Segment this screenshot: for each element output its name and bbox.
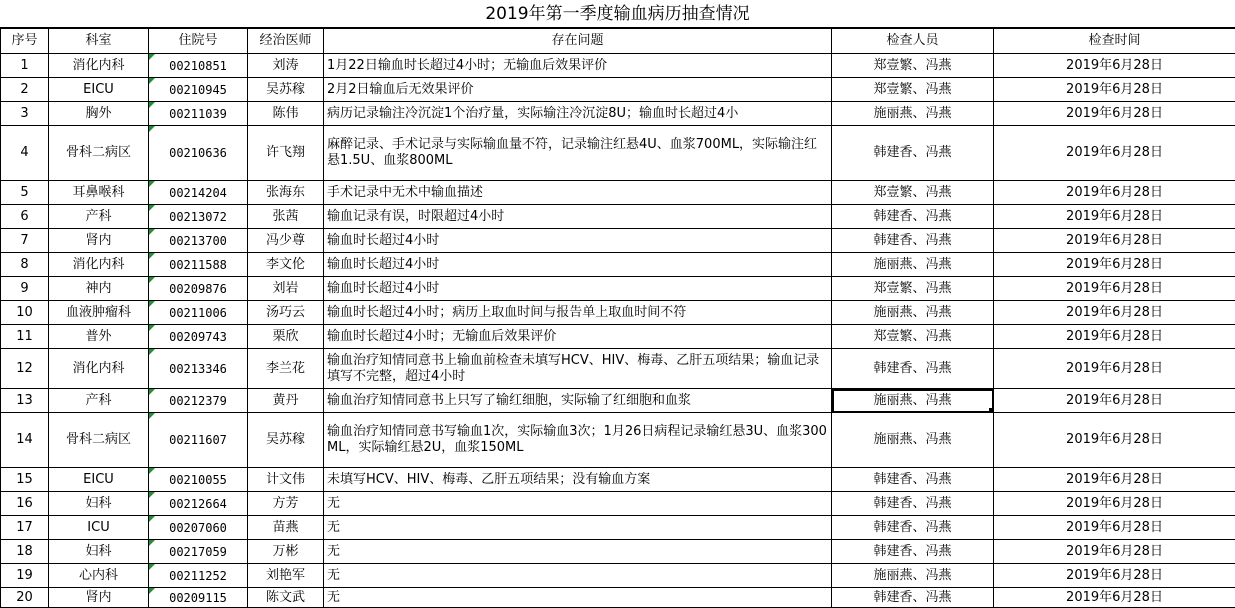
cell-id[interactable]: 00210636 <box>149 126 248 181</box>
cell-issue[interactable]: 手术记录中无术中输血描述 <box>324 181 832 205</box>
cell-checker[interactable]: 韩建香、冯燕 <box>832 205 994 229</box>
cell-no[interactable]: 4 <box>1 126 49 181</box>
table-row <box>1 277 1235 301</box>
table-row <box>1 564 1235 588</box>
cell-date[interactable]: 2019年6月28日 <box>994 516 1235 540</box>
cell-no[interactable]: 9 <box>1 277 49 301</box>
sheet-title[interactable]: 2019年第一季度输血病历抽查情况 <box>0 0 1235 28</box>
table-row <box>1 181 1235 205</box>
cell-dept[interactable]: 耳鼻喉科 <box>49 181 149 205</box>
cell-no[interactable]: 3 <box>1 102 49 126</box>
cell-date[interactable]: 2019年6月28日 <box>994 229 1235 253</box>
cell-date[interactable]: 2019年6月28日 <box>994 301 1235 325</box>
cell-doctor[interactable]: 张茜 <box>248 205 324 229</box>
cell-no[interactable]: 20 <box>1 588 49 608</box>
cell-doctor[interactable]: 黄丹 <box>248 389 324 413</box>
header-cell-doctor[interactable]: 经治医师 <box>248 29 324 54</box>
cell-dept[interactable]: 骨科二病区 <box>49 413 149 468</box>
cell-issue[interactable]: 麻醉记录、手术记录与实际输血量不符，记录输注红悬4U、血浆700ML，实际输注红悬1.5U、血浆800ML <box>324 126 832 181</box>
cell-dept[interactable]: 消化内科 <box>49 253 149 277</box>
cell-checker[interactable]: 施丽燕、冯燕 <box>832 301 994 325</box>
header-cell-date[interactable]: 检查时间 <box>994 29 1235 54</box>
cell-doctor[interactable]: 冯少尊 <box>248 229 324 253</box>
cell-dept[interactable]: 血液肿瘤科 <box>49 301 149 325</box>
cell-doctor[interactable]: 吴苏稼 <box>248 413 324 468</box>
table-row <box>1 229 1235 253</box>
cell-checker[interactable]: 郑壹繁、冯燕 <box>832 78 994 102</box>
cell-issue[interactable]: 无 <box>324 516 832 540</box>
cell-checker[interactable]: 韩建香、冯燕 <box>832 126 994 181</box>
cell-date[interactable]: 2019年6月28日 <box>994 253 1235 277</box>
cell-issue[interactable]: 输血时长超过4小时；病历上取血时间与报告单上取血时间不符 <box>324 301 832 325</box>
cell-date[interactable]: 2019年6月28日 <box>994 126 1235 181</box>
cell-id[interactable]: 00210851 <box>149 54 248 78</box>
cell-id[interactable]: 00211252 <box>149 564 248 588</box>
table-row <box>1 253 1235 277</box>
cell-id[interactable]: 00210945 <box>149 78 248 102</box>
cell-checker[interactable]: 郑壹繁、冯燕 <box>832 181 994 205</box>
cell-doctor[interactable]: 陈伟 <box>248 102 324 126</box>
cell-issue[interactable]: 输血时长超过4小时 <box>324 253 832 277</box>
cell-doctor[interactable]: 李兰花 <box>248 349 324 389</box>
cell-dept[interactable]: ICU <box>49 516 149 540</box>
cell-doctor[interactable]: 刘涛 <box>248 54 324 78</box>
cell-doctor[interactable]: 万彬 <box>248 540 324 564</box>
cell-id[interactable]: 00217059 <box>149 540 248 564</box>
cell-dept[interactable]: 普外 <box>49 325 149 349</box>
cell-issue[interactable]: 输血记录有误，时限超过4小时 <box>324 205 832 229</box>
cell-dept[interactable]: 神内 <box>49 277 149 301</box>
cell-no[interactable]: 7 <box>1 229 49 253</box>
cell-dept[interactable]: 妇科 <box>49 492 149 516</box>
cell-checker[interactable]: 韩建香、冯燕 <box>832 540 994 564</box>
cell-doctor[interactable]: 李文伦 <box>248 253 324 277</box>
cell-doctor[interactable]: 栗欣 <box>248 325 324 349</box>
cell-date[interactable]: 2019年6月28日 <box>994 468 1235 492</box>
cell-id[interactable]: 00211006 <box>149 301 248 325</box>
cell-checker[interactable]: 郑壹繁、冯燕 <box>832 325 994 349</box>
cell-no[interactable]: 2 <box>1 78 49 102</box>
records-table <box>0 28 1235 608</box>
cell-checker[interactable]: 韩建香、冯燕 <box>832 229 994 253</box>
cell-no[interactable]: 12 <box>1 349 49 389</box>
cell-no[interactable]: 15 <box>1 468 49 492</box>
cell-id[interactable]: 00209743 <box>149 325 248 349</box>
cell-id[interactable]: 00209115 <box>149 588 248 608</box>
cell-date[interactable]: 2019年6月28日 <box>994 277 1235 301</box>
cell-date[interactable]: 2019年6月28日 <box>994 540 1235 564</box>
cell-date[interactable]: 2019年6月28日 <box>994 588 1235 608</box>
cell-issue[interactable]: 输血时长超过4小时；无输血后效果评价 <box>324 325 832 349</box>
table-row <box>1 205 1235 229</box>
cell-id[interactable]: 00213072 <box>149 205 248 229</box>
table-row <box>1 516 1235 540</box>
cell-id[interactable]: 00212379 <box>149 389 248 413</box>
cell-dept[interactable]: 骨科二病区 <box>49 126 149 181</box>
cell-checker[interactable]: 施丽燕、冯燕 <box>832 389 994 413</box>
cell-id[interactable]: 00207060 <box>149 516 248 540</box>
cell-issue[interactable]: 无 <box>324 588 832 608</box>
cell-dept[interactable]: 消化内科 <box>49 349 149 389</box>
cell-doctor[interactable]: 刘艳军 <box>248 564 324 588</box>
table-row <box>1 492 1235 516</box>
cell-checker[interactable]: 韩建香、冯燕 <box>832 516 994 540</box>
cell-date[interactable]: 2019年6月28日 <box>994 349 1235 389</box>
cell-doctor[interactable]: 方芳 <box>248 492 324 516</box>
cell-id[interactable]: 00211039 <box>149 102 248 126</box>
cell-dept[interactable]: 消化内科 <box>49 54 149 78</box>
cell-id[interactable]: 00211588 <box>149 253 248 277</box>
table-row <box>1 468 1235 492</box>
cell-dept[interactable]: 肾内 <box>49 229 149 253</box>
cell-checker[interactable]: 施丽燕、冯燕 <box>832 102 994 126</box>
cell-no[interactable]: 1 <box>1 54 49 78</box>
cell-no[interactable]: 16 <box>1 492 49 516</box>
cell-issue[interactable]: 输血时长超过4小时 <box>324 229 832 253</box>
cell-dept[interactable]: 心内科 <box>49 564 149 588</box>
cell-dept[interactable]: 胸外 <box>49 102 149 126</box>
cell-dept[interactable]: 产科 <box>49 389 149 413</box>
cell-date[interactable]: 2019年6月28日 <box>994 413 1235 468</box>
cell-checker[interactable]: 韩建香、冯燕 <box>832 588 994 608</box>
cell-no[interactable]: 11 <box>1 325 49 349</box>
cell-issue[interactable]: 病历记录输注冷沉淀1个治疗量，实际输注冷沉淀8U；输血时长超过4小 <box>324 102 832 126</box>
cell-id[interactable]: 00214204 <box>149 181 248 205</box>
cell-no[interactable]: 14 <box>1 413 49 468</box>
cell-issue[interactable]: 未填写HCV、HIV、梅毒、乙肝五项结果；没有输血方案 <box>324 468 832 492</box>
table-row <box>1 301 1235 325</box>
header-cell-issue[interactable]: 存在问题 <box>324 29 832 54</box>
cell-checker[interactable]: 施丽燕、冯燕 <box>832 253 994 277</box>
table-row <box>1 126 1235 181</box>
cell-issue[interactable]: 1月22日输血时长超过4小时；无输血后效果评价 <box>324 54 832 78</box>
cell-issue[interactable]: 2月2日输血后无效果评价 <box>324 78 832 102</box>
cell-date[interactable]: 2019年6月28日 <box>994 181 1235 205</box>
cell-checker[interactable]: 郑壹繁、冯燕 <box>832 277 994 301</box>
cell-id[interactable]: 00213700 <box>149 229 248 253</box>
cell-id[interactable]: 00209876 <box>149 277 248 301</box>
table-row <box>1 389 1235 413</box>
cell-checker[interactable]: 韩建香、冯燕 <box>832 349 994 389</box>
table-row <box>1 54 1235 78</box>
cell-issue[interactable]: 无 <box>324 564 832 588</box>
cell-id[interactable]: 00211607 <box>149 413 248 468</box>
cell-checker[interactable]: 韩建香、冯燕 <box>832 468 994 492</box>
header-row <box>1 29 1235 54</box>
cell-dept[interactable]: EICU <box>49 468 149 492</box>
cell-date[interactable]: 2019年6月28日 <box>994 492 1235 516</box>
cell-doctor[interactable]: 陈文武 <box>248 588 324 608</box>
table-row <box>1 540 1235 564</box>
cell-dept[interactable]: 妇科 <box>49 540 149 564</box>
cell-issue[interactable]: 无 <box>324 492 832 516</box>
header-cell-id[interactable]: 住院号 <box>149 29 248 54</box>
cell-checker[interactable]: 施丽燕、冯燕 <box>832 413 994 468</box>
cell-issue[interactable]: 输血治疗知情同意书上只写了输红细胞，实际输了红细胞和血浆 <box>324 389 832 413</box>
cell-no[interactable]: 10 <box>1 301 49 325</box>
cell-doctor[interactable]: 苗燕 <box>248 516 324 540</box>
cell-checker[interactable]: 韩建香、冯燕 <box>832 492 994 516</box>
cell-doctor[interactable]: 计文伟 <box>248 468 324 492</box>
cell-dept[interactable]: 产科 <box>49 205 149 229</box>
table-row <box>1 588 1235 608</box>
cell-issue[interactable]: 输血治疗知情同意书上输血前检查未填写HCV、HIV、梅毒、乙肝五项结果；输血记录填写不完整，超过4小时 <box>324 349 832 389</box>
cell-issue[interactable]: 输血时长超过4小时 <box>324 277 832 301</box>
cell-dept[interactable]: EICU <box>49 78 149 102</box>
cell-doctor[interactable]: 吴苏稼 <box>248 78 324 102</box>
table-row <box>1 349 1235 389</box>
cell-no[interactable]: 6 <box>1 205 49 229</box>
cell-date[interactable]: 2019年6月28日 <box>994 54 1235 78</box>
cell-checker[interactable]: 施丽燕、冯燕 <box>832 564 994 588</box>
cell-id[interactable]: 00213346 <box>149 349 248 389</box>
cell-date[interactable]: 2019年6月28日 <box>994 78 1235 102</box>
cell-no[interactable]: 17 <box>1 516 49 540</box>
cell-date[interactable]: 2019年6月28日 <box>994 564 1235 588</box>
table-row <box>1 102 1235 126</box>
table-row <box>1 413 1235 468</box>
cell-dept[interactable]: 肾内 <box>49 588 149 608</box>
cell-checker[interactable]: 郑壹繁、冯燕 <box>832 54 994 78</box>
cell-date[interactable]: 2019年6月28日 <box>994 325 1235 349</box>
cell-doctor[interactable]: 许飞翔 <box>248 126 324 181</box>
cell-doctor[interactable]: 张海东 <box>248 181 324 205</box>
cell-date[interactable]: 2019年6月28日 <box>994 389 1235 413</box>
cell-doctor[interactable]: 汤巧云 <box>248 301 324 325</box>
cell-no[interactable]: 5 <box>1 181 49 205</box>
table-row <box>1 325 1235 349</box>
cell-issue[interactable]: 无 <box>324 540 832 564</box>
cell-date[interactable]: 2019年6月28日 <box>994 102 1235 126</box>
header-cell-checker[interactable]: 检查人员 <box>832 29 994 54</box>
cell-no[interactable]: 13 <box>1 389 49 413</box>
cell-no[interactable]: 18 <box>1 540 49 564</box>
cell-doctor[interactable]: 刘岩 <box>248 277 324 301</box>
cell-issue[interactable]: 输血治疗知情同意书写输血1次，实际输血3次；1月26日病程记录输红悬3U、血浆300ML，实际输红悬2U，血浆150ML <box>324 413 832 468</box>
cell-id[interactable]: 00210055 <box>149 468 248 492</box>
header-cell-dept[interactable]: 科室 <box>49 29 149 54</box>
cell-no[interactable]: 8 <box>1 253 49 277</box>
cell-date[interactable]: 2019年6月28日 <box>994 205 1235 229</box>
cell-id[interactable]: 00212664 <box>149 492 248 516</box>
table-row <box>1 78 1235 102</box>
header-cell-no[interactable]: 序号 <box>1 29 49 54</box>
cell-no[interactable]: 19 <box>1 564 49 588</box>
